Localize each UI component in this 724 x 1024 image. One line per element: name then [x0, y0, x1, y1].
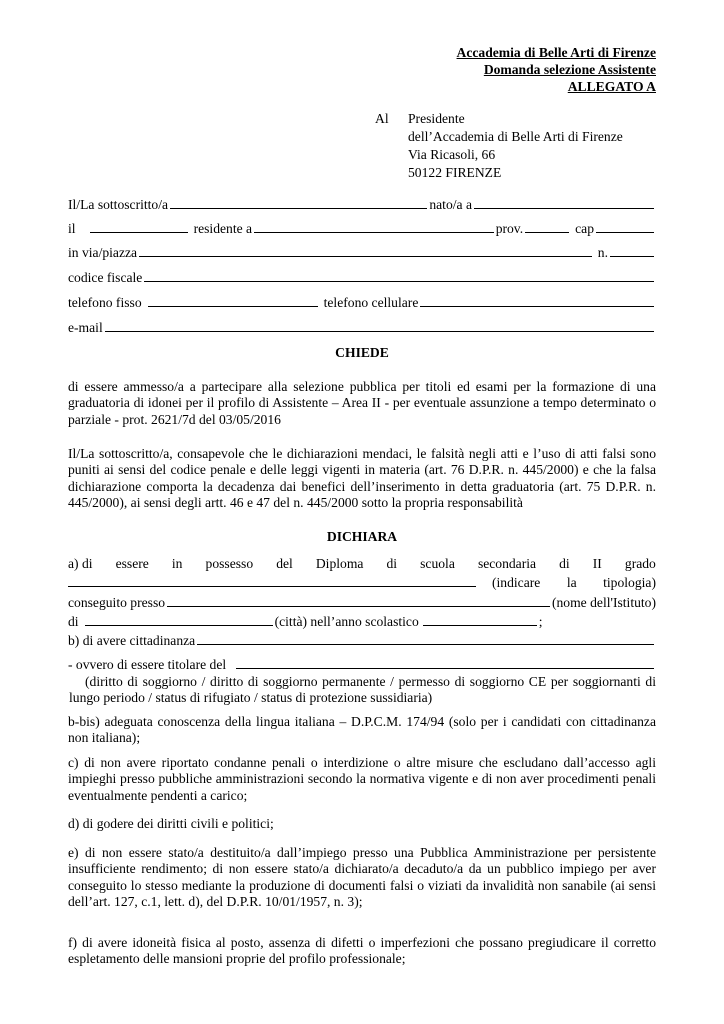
row-sottoscritto	[68, 196, 656, 213]
label-telefono-fisso: telefono fisso	[68, 295, 142, 310]
row-telefoni	[68, 294, 656, 311]
input-anno-scolastico[interactable]	[423, 613, 537, 626]
address-line-4: 50122 FIRENZE	[408, 165, 502, 180]
item-a-word: in	[171, 556, 183, 571]
header-institution: Accademia di Belle Arti di Firenze	[456, 45, 656, 60]
label-cittadinanza: b) di avere cittadinanza	[68, 633, 196, 648]
item-a-line-3	[68, 594, 656, 611]
input-titolo-soggiorno[interactable]	[236, 656, 654, 669]
item-b-bis: b-bis) adeguata conoscenza della lingua italiana – D.P.C.M. 174/94 (solo per i candidati con cittadinanza non italiana);	[68, 714, 656, 746]
item-a-end: ;	[538, 614, 543, 629]
heading-chiede: CHIEDE	[335, 345, 389, 360]
item-a-word: secondaria	[477, 556, 537, 571]
label-sottoscritto: Il/La sottoscritto/a	[68, 197, 169, 212]
header-attachment: ALLEGATO A	[567, 79, 656, 94]
label-codice-fiscale: codice fiscale	[68, 270, 143, 285]
input-via[interactable]	[139, 244, 592, 257]
item-a-word: possesso	[205, 556, 254, 571]
item-a-word: di	[559, 556, 570, 571]
item-b	[68, 632, 656, 649]
item-a-word: a) di	[68, 556, 93, 571]
item-a-word: grado	[624, 556, 656, 571]
input-cittadinanza[interactable]	[197, 632, 654, 645]
input-email[interactable]	[105, 319, 654, 332]
input-nome[interactable]	[170, 196, 427, 209]
item-d: d) di godere dei diritti civili e politici;	[68, 816, 274, 831]
input-istituto[interactable]	[167, 594, 550, 607]
item-b-diritto: (diritto di soggiorno / diritto di soggiorno permanente / permesso di soggiorno CE per soggiornanti di lungo periodo / status di rifugiato / status di protezione sussidiaria)	[69, 674, 656, 706]
row-email	[68, 319, 656, 336]
input-citta-diploma[interactable]	[85, 613, 273, 626]
input-cap[interactable]	[596, 220, 654, 233]
address-line-2: dell’Accademia di Belle Arti di Firenze	[408, 129, 623, 144]
heading-dichiara: DICHIARA	[326, 529, 398, 544]
label-residente: residente a	[193, 221, 253, 236]
label-numero: n.	[597, 245, 608, 260]
input-residenza[interactable]	[254, 220, 494, 233]
item-e: e) di non essere stato/a destituito/a dall’impiego presso una Pubblica Amministrazione per persistente insufficiente rendimento; di non essere stato/a dichiarato/a decaduto/a da un pubblico impiego per aver conseguito lo stesso mediante la produzione di documenti falsi o viziati da invalidità non sanabile (ai sensi dell’art. 127, c.1, lett. d), del D.P.R. 10/01/1957, n. 3);	[68, 845, 656, 910]
item-a-word: scuola	[420, 556, 455, 571]
row-indirizzo	[68, 244, 656, 261]
label-citta: (città) nell’anno scolastico	[274, 614, 419, 629]
input-luogo-nascita[interactable]	[474, 196, 654, 209]
label-email: e-mail	[68, 320, 103, 335]
header-subject: Domanda selezione Assistente	[483, 62, 656, 77]
address-line-1: Presidente	[408, 111, 465, 126]
label-telefono-cellulare: telefono cellulare	[323, 295, 419, 310]
input-data-nascita[interactable]	[90, 220, 188, 233]
label-di: di	[68, 614, 79, 629]
consapevole-text: Il/La sottoscritto/a, consapevole che le dichiarazioni mendaci, le falsità negli atti e l’uso di atti falsi sono puniti ai sensi del codice penale e delle leggi vigenti in materia (art. 76 D.P.R. n. 445/2000) e che la falsa dichiarazione comporta la decadenza dai benefici dell’inserimento in detta graduatoria (art. 75 D.P.R. n. 445/2000), ai sensi degli artt. 46 e 47 del n. 445/2000 sotto la propria responsabilità	[68, 446, 656, 511]
item-a-line-1	[68, 555, 656, 572]
item-b-ovvero	[68, 656, 656, 673]
item-a-line-2	[68, 574, 656, 591]
label-il: il	[68, 221, 76, 236]
address-al: Al	[375, 111, 389, 126]
item-a-line-4	[68, 613, 656, 630]
item-a-word: II	[592, 556, 602, 571]
row-codice-fiscale	[68, 269, 656, 286]
item-a-word: (indicare	[492, 575, 541, 590]
item-a-tipologia	[492, 574, 656, 591]
item-a-word: di	[386, 556, 398, 571]
item-a-word: del	[276, 556, 293, 571]
item-f: f) di avere idoneità fisica al posto, assenza di difetti o imperfezioni che possano pregiudicare il corretto espletamento delle mansioni proprie del profilo professionale;	[68, 935, 656, 967]
input-telefono-cellulare[interactable]	[420, 294, 654, 307]
label-conseguito: conseguito presso	[68, 595, 166, 610]
item-a-word: Diploma	[315, 556, 364, 571]
label-prov: prov.	[495, 221, 524, 236]
label-nato: nato/a a	[429, 197, 472, 212]
item-a-word: tipologia)	[603, 575, 656, 590]
address-line-3: Via Ricasoli, 66	[408, 147, 496, 162]
input-codice-fiscale[interactable]	[144, 269, 654, 282]
row-nascita-residenza	[68, 220, 656, 237]
label-via: in via/piazza	[68, 245, 138, 260]
item-a-word: la	[566, 575, 577, 590]
item-c: c) di non avere riportato condanne penali o interdizione o altre misure che escludano dall’accesso agli impieghi presso pubbliche amministrazioni secondo la normativa vigente e di non aver procedimenti penali eventualmente pendenti a carico;	[68, 755, 656, 803]
input-prov[interactable]	[525, 220, 569, 233]
label-ovvero: - ovvero di essere titolare del	[68, 657, 227, 672]
input-numero[interactable]	[610, 244, 654, 257]
label-cap: cap	[575, 221, 594, 236]
item-a-word: essere	[115, 556, 149, 571]
input-telefono-fisso[interactable]	[148, 294, 318, 307]
input-tipologia-diploma[interactable]	[68, 574, 476, 587]
chiede-text: di essere ammesso/a a partecipare alla selezione pubblica per titoli ed esami per la formazione di una graduatoria di idonei per il profilo di Assistente – Area II - per eventuale assunzione a tempo determinato o parziale - prot. 2621/7d del 03/05/2016	[68, 379, 656, 427]
label-istituto: (nome dell'Istituto)	[551, 595, 656, 610]
